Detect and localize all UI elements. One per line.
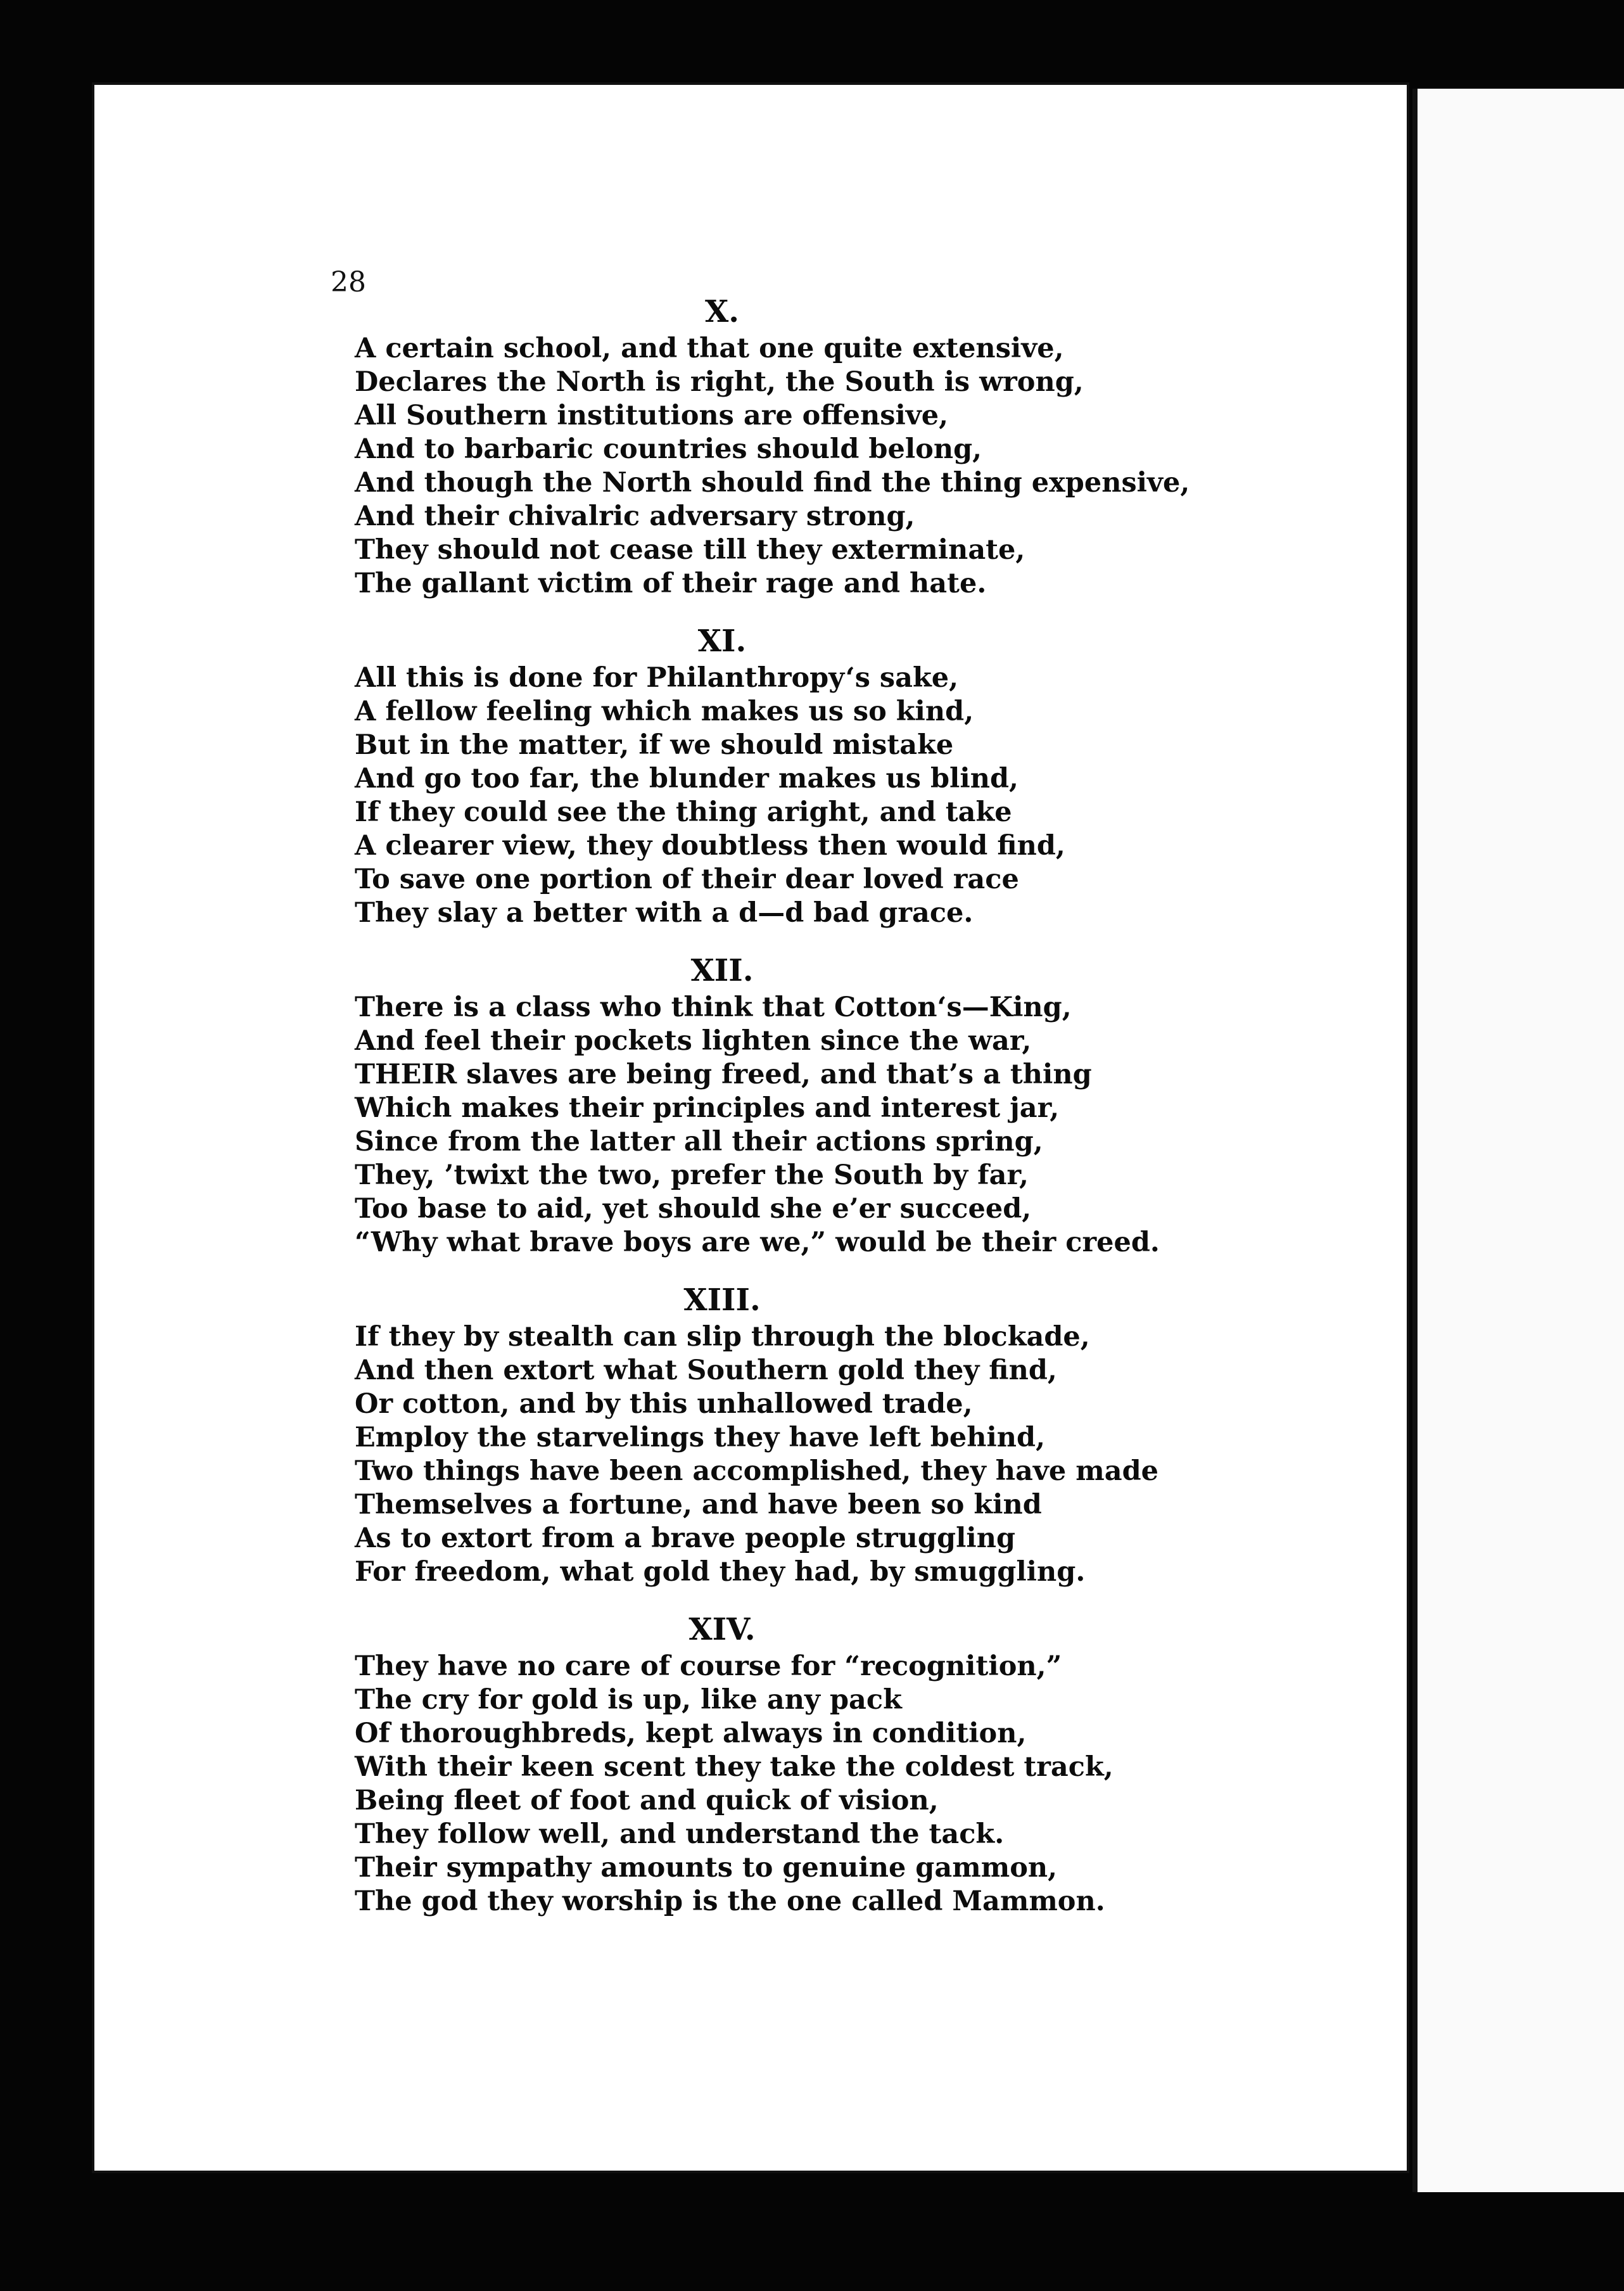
poem-line: Two things have been accomplished, they have made bbox=[355, 1455, 1159, 1487]
poem-line: Which makes their principles and interest jar, bbox=[355, 1092, 1060, 1124]
poem-line: A fellow feeling which makes us so kind, bbox=[355, 696, 974, 727]
poem-line: “Why what brave boys are we,” would be their creed. bbox=[355, 1227, 1160, 1258]
stanza bbox=[355, 621, 1178, 930]
stanza-number: XIV. bbox=[688, 1612, 756, 1647]
poem-line: Being fleet of foot and quick of vision, bbox=[355, 1785, 939, 1816]
poem-line: For freedom, what gold they had, by smuggling. bbox=[355, 1556, 1086, 1588]
poem-line: To save one portion of their dear loved race bbox=[355, 864, 1019, 895]
stanza bbox=[355, 291, 1190, 601]
poem-line: The cry for gold is up, like any pack bbox=[355, 1684, 902, 1716]
poem-line: With their keen scent they take the coldest track, bbox=[355, 1751, 1113, 1783]
poem-line: If they by stealth can slip through the blockade, bbox=[355, 1321, 1090, 1353]
poem-line: And their chivalric adversary strong, bbox=[355, 501, 915, 532]
poem-line: Employ the starvelings they have left behind, bbox=[355, 1422, 1046, 1453]
poem-line: There is a class who think that Cotton‘s—King, bbox=[355, 992, 1072, 1023]
stanza bbox=[355, 950, 1178, 1260]
poem-line: A clearer view, they doubtless then would find, bbox=[355, 830, 1065, 862]
poem-line: And then extort what Southern gold they find, bbox=[355, 1355, 1057, 1386]
poem-line: The gallant victim of their rage and hate. bbox=[355, 568, 987, 599]
poem-line: They slay a better with a d—d bad grace. bbox=[355, 897, 974, 929]
page-number: 28 bbox=[331, 266, 366, 298]
poem-line: All Southern institutions are offensive, bbox=[355, 400, 949, 431]
poem-line: But in the matter, if we should mistake bbox=[355, 729, 954, 761]
poem-line: THEIR slaves are being freed, and that’s a thing bbox=[355, 1059, 1092, 1090]
poem-line: They follow well, and understand the tack. bbox=[355, 1818, 1005, 1850]
poem-line: Since from the latter all their actions spring, bbox=[355, 1126, 1043, 1158]
poem-line: And feel their pockets lighten since the war, bbox=[355, 1025, 1032, 1057]
poem-line: Their sympathy amounts to genuine gammon, bbox=[355, 1852, 1058, 1884]
poem-line: Too base to aid, yet should she e’er succeed, bbox=[355, 1193, 1032, 1225]
poem-line: Declares the North is right, the South is wrong, bbox=[355, 366, 1084, 398]
stanza-number: XIII. bbox=[683, 1282, 761, 1318]
stanza bbox=[355, 1280, 1178, 1589]
stanza bbox=[355, 1609, 1178, 1918]
poem-line: They have no care of course for “recognition,” bbox=[355, 1650, 1062, 1682]
stanza-number: XII. bbox=[690, 953, 754, 988]
poem-line: Themselves a fortune, and have been so kind bbox=[355, 1489, 1042, 1521]
stanza-number: XI. bbox=[697, 623, 747, 659]
poem bbox=[355, 291, 1190, 1918]
poem-line: And go too far, the blunder makes us blind, bbox=[355, 763, 1018, 795]
poem-line: Or cotton, and by this unhallowed trade, bbox=[355, 1388, 973, 1420]
stanza-number: X. bbox=[705, 294, 739, 329]
poem-line: The god they worship is the one called Mammon. bbox=[355, 1886, 1105, 1917]
poem-line: Of thoroughbreds, kept always in condition, bbox=[355, 1718, 1027, 1749]
poem-line: They, ’twixt the two, prefer the South by far, bbox=[355, 1159, 1029, 1191]
poem-line: They should not cease till they exterminate, bbox=[355, 534, 1025, 566]
poem-line: And though the North should find the thing expensive, bbox=[355, 467, 1190, 499]
facing-page-edge bbox=[1412, 89, 1624, 2192]
poem-line: All this is done for Philanthropy‘s sake, bbox=[355, 662, 959, 694]
poem-line: A certain school, and that one quite extensive, bbox=[355, 333, 1064, 364]
poem-line: As to extort from a brave people struggling bbox=[355, 1522, 1016, 1554]
poem-line: If they could see the thing aright, and take bbox=[355, 796, 1012, 828]
poem-line: And to barbaric countries should belong, bbox=[355, 433, 982, 465]
